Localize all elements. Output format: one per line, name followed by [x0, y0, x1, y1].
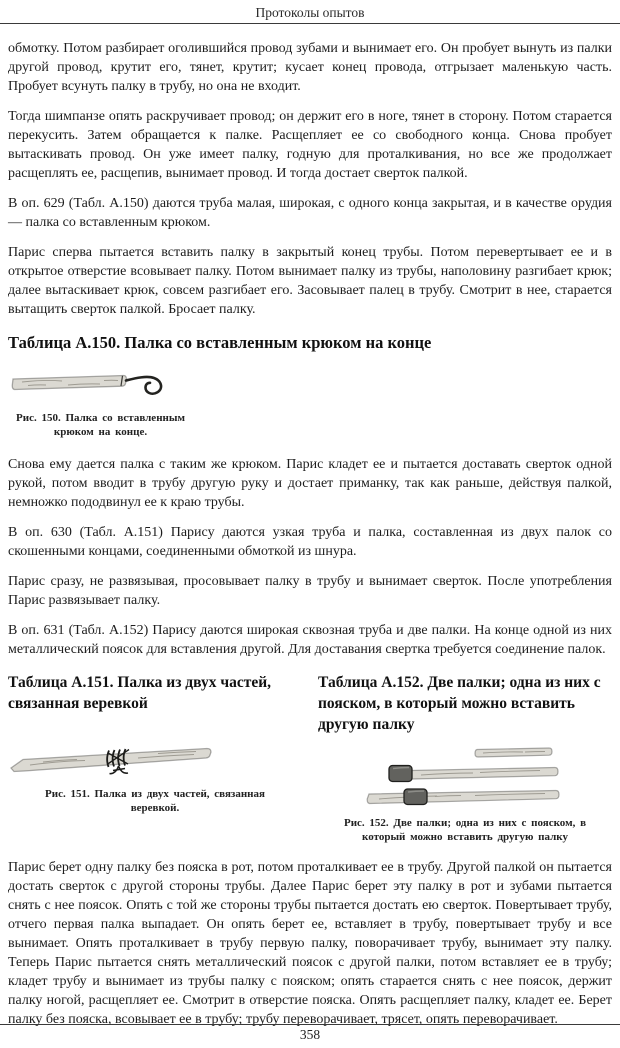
- stick-body: [12, 376, 126, 390]
- body-paragraph: Тогда шимпанзе опять раскручивает провод; он держит его в ноге, тянет в сторону. Потом старается перекусить. Затем обращается к палке. Расщепляет ее со свободного конца. Снова пробует вытаскивать провод. Он уже имеет палку, годную для проталкивания, но все же продолжает расщеплять ее, расщепив, вынимает провод. И тогда достает сверток палкой.: [8, 109, 612, 181]
- figure-150-caption: Рис. 150. Палка со вставленным крюком на конце.: [16, 412, 185, 438]
- body-paragraph: В оп. 631 (Табл. А.152) Парису даются широкая сквозная труба и две палки. На конце одной из них металлический поясок для вставления другой. Для доставания свертка требуется соединение палок.: [8, 623, 612, 657]
- body-paragraph: В оп. 630 (Табл. А.151) Парису даются узкая труба и палка, составленная из двух палок со скошенными концами, соединенными обмоткой из шнура.: [8, 525, 612, 559]
- body-paragraph: Снова ему дается палка с таким же крюком. Парис кладет ее и пытается доставать сверток одной рукой, потом вводит в трубу другую руку и достает приманку, так как раньше, действуя палкой, немножко пододвинул ее к краю трубы.: [8, 457, 612, 510]
- page-footer: [0, 1024, 620, 1048]
- body-paragraph: Парис сразу, не развязывая, просовывает палку в трубу и вынимает сверток. После употребления Парис развязывает палку.: [8, 574, 612, 608]
- figure-151: [8, 736, 302, 815]
- figure-150: [8, 365, 612, 439]
- page-number: 358: [299, 1027, 321, 1042]
- middle-stick: [411, 768, 558, 780]
- table-a151-heading: Таблица А.151. Палка из двух частей, связанная веревкой: [8, 674, 272, 712]
- body-paragraph: Парис берет одну палку без пояска в рот, потом проталкивает ее в трубу. Другой палкой он пытается достать сверток с другой стороны трубы. Далее Парис берет эту палку в рот и зубами пытается снять с нее поясок. Опять с той же стороны трубы пытается достать ею сверток. Повертывает трубу, отчего первая палка выпадает. Он опять берет ее, вставляет в трубу, повертывает трубу и все вынимает. Опять проталкивает в трубу первую палку, поворачивает трубу, вынимает эту палку. Теперь Парис пытается снять металлический поясок с другой палки, потом вставляет ее в трубу; кладет трубу и вынимает из трубы палку с пояском; опять старается снять с нее поясок, держит палку ногой, расщепляет ее. Смотрит в отверстие пояска. Опять расщепляет палку, кладет ее. Берет палку без пояска, всовывает ее в трубу; трубу переворачивает, трясет, опять переворачивает.: [8, 860, 612, 1027]
- long-stick: [367, 791, 559, 804]
- two-column-tables: [8, 670, 612, 844]
- two-sticks-with-band-drawing: [365, 745, 565, 811]
- rope-knot-tail: [110, 766, 129, 774]
- tied-stick-drawing: [8, 736, 220, 782]
- body-paragraph: В оп. 629 (Табл. А.150) даются труба малая, широкая, с одного конца закрытая, и в качестве орудия — палка со вставленным крюком.: [8, 196, 612, 230]
- table-a151-column: [8, 670, 302, 844]
- body-paragraph: обмотку. Потом разбирает оголившийся провод зубами и вынимает его. Он пробует вынуть из палки другой провод, крутит его, тянет, крутит; кусает конец провода, отгрызает маленькую часть. Пробует всунуть палку в трубу, но она не входит.: [8, 41, 612, 94]
- stick-with-hook-drawing: [8, 365, 188, 401]
- table-a152-column: [318, 670, 612, 844]
- body-paragraph: Парис сперва пытается вставить палку в закрытый конец трубы. Потом перевертывает ее и в открытое отверстие всовывает палку. Потом вынимает палку из трубы, наполовину разгибает крюк; далее вытаскивает крюк, совсем разгибает его. Засовывает палец в трубу. Смотрит в нее, старается вытащить сверток палкой. Бросает палку.: [8, 245, 612, 317]
- figure-152-caption: Рис. 152. Две палки; одна из них с пояском, в который можно вставить другую палку: [343, 817, 587, 843]
- hook: [126, 377, 161, 394]
- page-body: [0, 24, 620, 1029]
- figure-152: [318, 745, 612, 844]
- table-a150-heading: Таблица А.150. Палка со вставленным крюком на конце: [8, 333, 432, 352]
- figure-151-caption: Рис. 151. Палка из двух частей, связанная веревкой.: [45, 788, 265, 814]
- running-header: Протоколы опытов: [255, 5, 365, 20]
- table-a152-heading: Таблица А.152. Две палки; одна из них с пояском, в который можно вставить другую палку: [318, 674, 601, 733]
